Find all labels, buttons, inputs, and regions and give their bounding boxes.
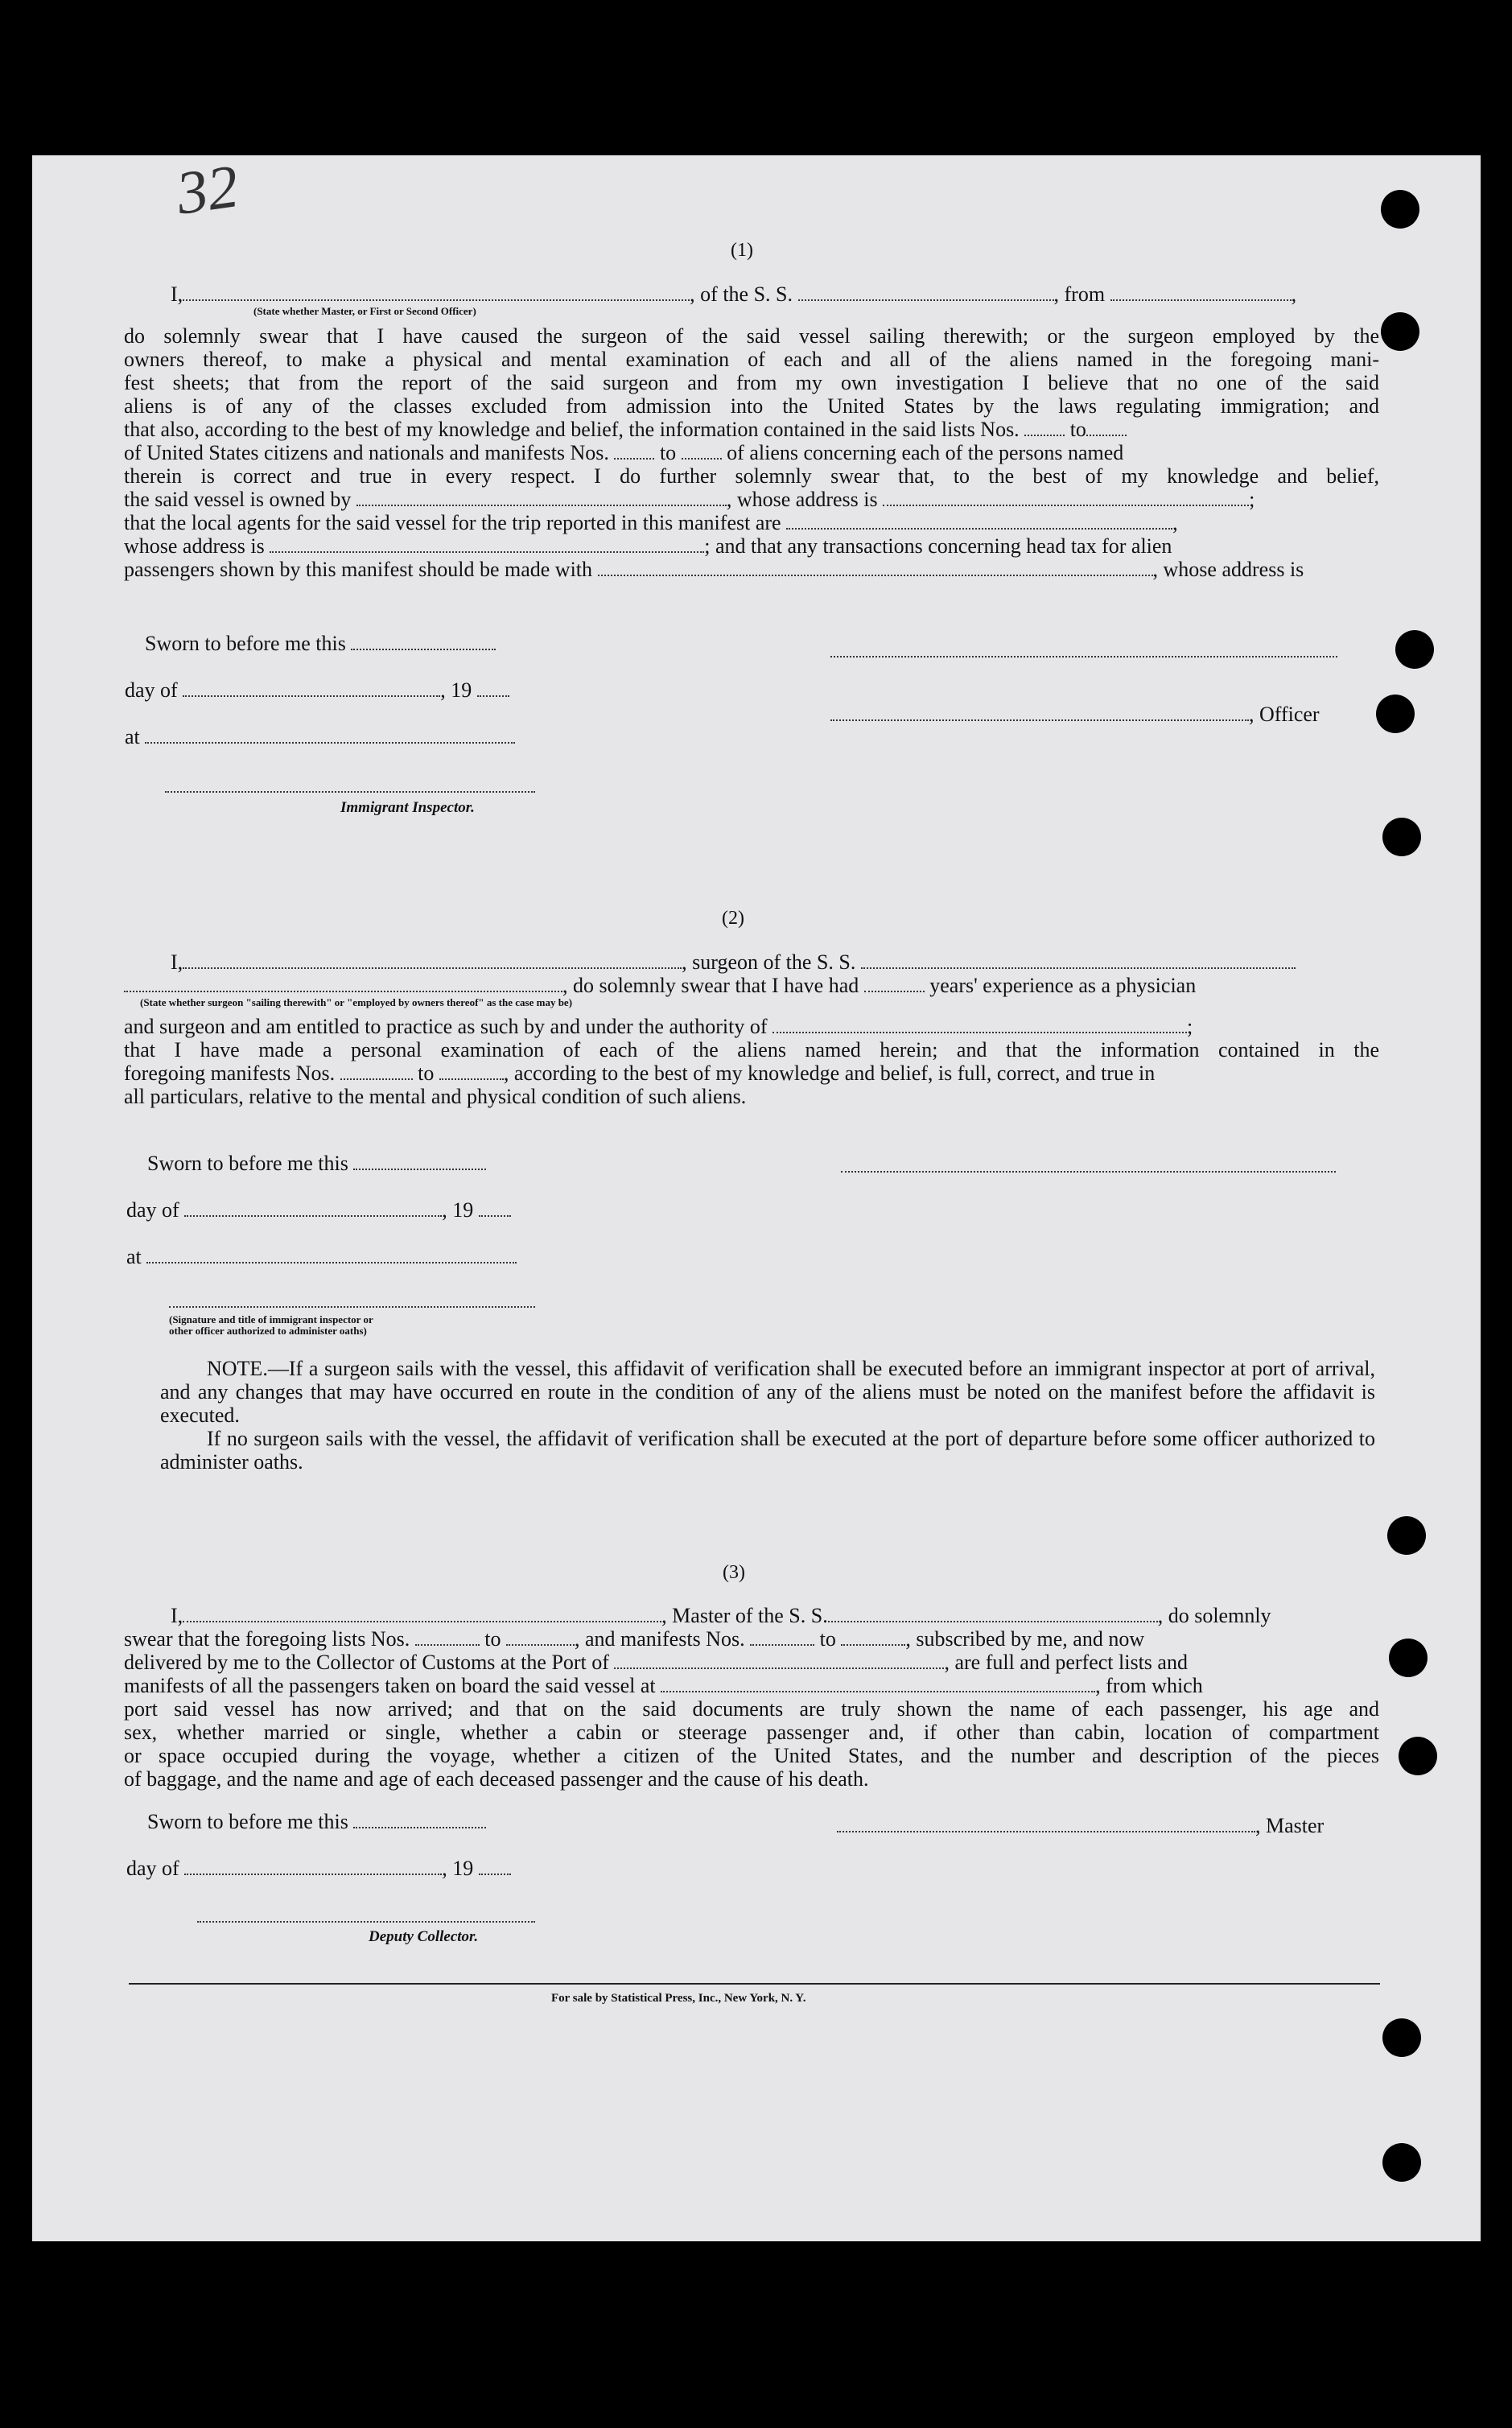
inspector-signature-line[interactable] [165, 791, 535, 793]
blank-field[interactable] [883, 488, 1249, 506]
text: I, [171, 282, 183, 306]
text: delivered by me to the Collector of Customs at the Port of [124, 1651, 609, 1674]
officer-signature-line-1[interactable] [830, 656, 1337, 657]
text: day of [126, 1857, 179, 1880]
binder-hole [1389, 1639, 1428, 1677]
blank-field[interactable] [798, 282, 1054, 301]
section-3-line-3 [124, 1651, 1188, 1674]
section-3-number: (3) [723, 1562, 745, 1583]
section-1-sub-label: (State whether Master, or First or Second Officer) [253, 305, 476, 317]
blank-field[interactable] [183, 282, 690, 301]
binder-hole [1381, 190, 1419, 229]
section-2-line-4: that I have made a personal examination of each of the aliens named herein; and that the information contained in the [124, 1038, 1379, 1061]
text: , Officer [1249, 703, 1320, 726]
text: passengers shown by this manifest should be made with [124, 558, 593, 581]
text: , and manifests Nos. [575, 1627, 745, 1651]
section-3-day [126, 1857, 511, 1880]
binder-hole [1376, 695, 1415, 733]
blank-field[interactable] [184, 1198, 442, 1217]
text: to [819, 1627, 836, 1651]
text: that also, according to the best of my knowledge and belief, the information contained in the said lists Nos. [124, 418, 1020, 441]
text: , surgeon of the S. S. [682, 950, 856, 974]
text: I, [171, 950, 183, 974]
handwritten-page-number: 32 [172, 152, 243, 228]
blank-field[interactable] [864, 974, 925, 992]
deputy-signature-line[interactable] [197, 1921, 535, 1923]
blank-field[interactable] [786, 511, 1172, 530]
body-line: the said vessel is owned by , whose address is ; [124, 488, 1255, 511]
text: , of the S. S. [690, 282, 793, 306]
blank-field[interactable] [146, 1245, 517, 1263]
blank-field[interactable] [124, 974, 562, 992]
text: to [484, 1627, 501, 1651]
blank-field[interactable] [1086, 418, 1127, 436]
section-3-sworn [147, 1810, 486, 1833]
body-line: owners thereof, to make a physical and mental examination of each and all of the aliens named in the foregoing mani- [124, 348, 1379, 371]
text: day of [125, 678, 178, 702]
text: manifests of all the passengers taken on board the said vessel at [124, 1674, 656, 1697]
body-line: or space occupied during the voyage, whether a citizen of the United States, and the number and description of the pieces [124, 1744, 1379, 1767]
body-line: therein is correct and true in every respect. I do further solemnly swear that, to the best of my knowledge and belief, [124, 464, 1379, 488]
section-2-line-6: all particulars, relative to the mental and physical condition of such aliens. [124, 1085, 747, 1108]
blank-field[interactable] [353, 1152, 486, 1170]
section-3-line-4 [124, 1674, 1203, 1697]
body-line [124, 441, 1379, 464]
text: I, [171, 1604, 183, 1627]
blank-field[interactable] [1110, 282, 1292, 301]
blank-field[interactable] [183, 678, 440, 697]
text: to [659, 441, 677, 464]
binder-hole [1382, 2143, 1421, 2182]
text: Sworn to before me this [147, 1152, 348, 1175]
text: (Signature and title of immigrant inspector or [169, 1313, 373, 1325]
text: ; and that any transactions concerning head tax for alien [704, 534, 1172, 558]
blank-field[interactable] [772, 1015, 1187, 1033]
text: , according to the best of my knowledge and belief, is full, correct, and true in [503, 1061, 1156, 1085]
blank-field[interactable] [183, 1604, 661, 1622]
blank-field[interactable] [479, 1198, 511, 1217]
text: , from which [1095, 1674, 1203, 1697]
blank-field[interactable] [356, 488, 727, 506]
section-3-line-1 [171, 1604, 1271, 1627]
text: to [1069, 418, 1086, 441]
deputy-collector-label: Deputy Collector. [369, 1928, 479, 1945]
text: whose address is [124, 534, 265, 558]
blank-field[interactable] [184, 1857, 442, 1875]
section-2-line-3: and surgeon and am entitled to practice as such by and under the authority of ; [124, 1015, 1193, 1038]
note-label: NOTE. [207, 1357, 268, 1380]
blank-field[interactable] [598, 558, 1153, 576]
blank-field[interactable] [270, 534, 704, 553]
text: the said vessel is owned by [124, 488, 352, 511]
blank-field[interactable] [861, 950, 1296, 969]
text: If no surgeon sails with the vessel, the affidavit of verification shall be executed at the port of departure before some officer authorized to administer oaths. [160, 1427, 1375, 1474]
section-3-line-2 [124, 1627, 1144, 1651]
binder-hole [1395, 630, 1434, 669]
footer-rule [129, 1983, 1380, 1985]
blank-field[interactable] [750, 1627, 814, 1646]
text: at [125, 725, 140, 748]
body-line [124, 534, 1379, 558]
text: , from [1053, 282, 1106, 306]
body-line: fest sheets; that from the report of the said surgeon and from my own investigation I believe that no one of the said [124, 371, 1379, 394]
body-line [124, 558, 1379, 581]
text: , Master [1255, 1814, 1325, 1837]
section-2-at [126, 1245, 517, 1268]
text: of aliens concerning each of the persons named [727, 441, 1124, 464]
section-1-number: (1) [731, 240, 753, 261]
text: , 19 [440, 678, 472, 702]
sig-note [169, 1314, 373, 1337]
section-2-line-5 [124, 1061, 1155, 1085]
binder-hole [1387, 1516, 1426, 1555]
body-line: of baggage, and the name and age of each deceased passenger and the cause of his death. [124, 1767, 869, 1791]
text: , 19 [442, 1857, 474, 1880]
text: foregoing manifests Nos. [124, 1061, 336, 1085]
text: Sworn to before me this [147, 1810, 348, 1833]
body-line: aliens is of any of the classes excluded from admission into the United States by the laws regulating immigration; and [124, 394, 1379, 418]
note-paragraph-1 [160, 1357, 1375, 1427]
section-2-line-2 [124, 974, 1196, 997]
body-line [124, 418, 1379, 441]
blank-field[interactable] [351, 632, 496, 650]
body-line: do solemnly swear that I have caused the surgeon of the said vessel sailing therewith; or the surgeon employed by the [124, 324, 1379, 348]
binder-hole [1381, 312, 1419, 351]
text: , do solemnly [1157, 1604, 1271, 1627]
text: years' experience as a physician [929, 974, 1197, 997]
text: swear that the foregoing lists Nos. [124, 1627, 410, 1651]
body-line: port said vessel has now arrived; and that on the said documents are truly shown the name of each passenger, his age and [124, 1697, 1379, 1721]
text: to [418, 1061, 435, 1085]
body-line: sex, whether married or single, whether a cabin or steerage passenger and, if other than cabin, location of compartment [124, 1721, 1379, 1744]
blank-field[interactable] [1024, 418, 1065, 436]
blank-field[interactable] [415, 1627, 480, 1646]
officer-signature [830, 703, 1320, 726]
text: that the local agents for the said vessel for the trip reported in this manifest are [124, 511, 781, 534]
section-1-at [125, 725, 515, 748]
section-1-line-1 [171, 282, 1296, 306]
text: —If a surgeon sails with the vessel, this affidavit of verification shall be executed before an immigrant inspector at port of arrival, and any changes that may have occurred en route in the condition of any of the aliens must be noted on the manifest before the affidavit is executed. [160, 1357, 1375, 1427]
text: day of [126, 1198, 179, 1222]
blank-field[interactable] [145, 725, 515, 744]
section-2-line-1 [171, 950, 1296, 974]
blank-field[interactable] [506, 1627, 575, 1646]
blank-field[interactable] [183, 950, 682, 969]
blank-field[interactable] [614, 1651, 944, 1669]
text: , subscribed by me, and now [905, 1627, 1145, 1651]
immigrant-inspector-label: Immigrant Inspector. [340, 799, 475, 816]
blank-field[interactable] [479, 1857, 511, 1875]
blank-field[interactable] [340, 1061, 413, 1080]
blank-field[interactable] [837, 1814, 1255, 1832]
blank-field[interactable] [682, 441, 722, 460]
blank-field[interactable] [353, 1810, 486, 1828]
blank-field[interactable] [439, 1061, 504, 1080]
section-2-day [126, 1198, 511, 1222]
section-2-number: (2) [722, 908, 744, 929]
section-1-day [125, 678, 509, 702]
text: , whose address is [1152, 558, 1304, 581]
section-2-sworn [147, 1152, 486, 1175]
blank-field[interactable] [828, 1604, 1158, 1622]
blank-field[interactable] [477, 678, 509, 697]
text: at [126, 1245, 142, 1268]
surgeon-signature-line[interactable] [841, 1171, 1336, 1173]
text: , 19 [442, 1198, 474, 1222]
text: and surgeon and am entitled to practice as such by and under the authority of [124, 1015, 768, 1038]
section-1-body [124, 324, 1379, 581]
text: of United States citizens and nationals and manifests Nos. [124, 441, 609, 464]
body-line: that the local agents for the said vessel for the trip reported in this manifest are , [124, 511, 1178, 534]
text: , do solemnly swear that I have had [562, 974, 859, 997]
blank-field[interactable] [841, 1627, 905, 1646]
blank-field[interactable] [614, 441, 654, 460]
blank-field[interactable] [661, 1674, 1095, 1692]
text: Sworn to before me this [145, 632, 346, 655]
section-2-sub-label: (State whether surgeon "sailing therewith" or "employed by owners thereof" as the case may be) [140, 996, 573, 1008]
binder-hole [1382, 818, 1421, 856]
note-paragraph-2 [160, 1427, 1375, 1474]
text: , [1291, 282, 1297, 306]
binder-hole [1382, 2018, 1421, 2057]
blank-field[interactable] [830, 703, 1249, 721]
manifest-verification-page [32, 152, 1481, 2241]
text: , are full and perfect lists and [944, 1651, 1188, 1674]
inspector-signature-line-2[interactable] [169, 1306, 535, 1308]
binder-hole [1399, 1737, 1437, 1775]
text: other officer authorized to administer oaths) [169, 1325, 367, 1337]
footer-printer: For sale by Statistical Press, Inc., New York, N. Y. [551, 1992, 806, 2005]
section-1-sworn [145, 632, 496, 655]
text: , Master of the S. S. [661, 1604, 828, 1627]
section-3-body [124, 1697, 1379, 1791]
text: , whose address is [726, 488, 878, 511]
master-signature [837, 1814, 1324, 1837]
